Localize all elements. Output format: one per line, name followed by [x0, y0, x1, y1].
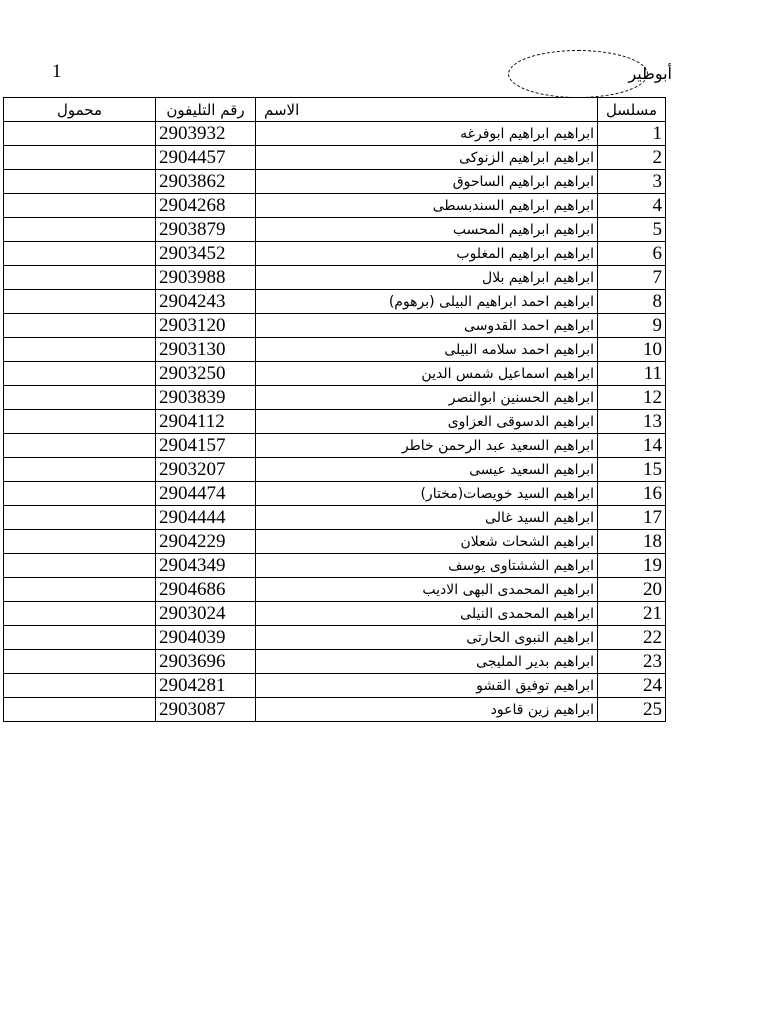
- cell-mobile: [4, 506, 156, 530]
- cell-phone: 2904281: [156, 674, 256, 698]
- cell-mobile: [4, 674, 156, 698]
- cell-mobile: [4, 122, 156, 146]
- cell-mobile: [4, 410, 156, 434]
- table-row: [4, 362, 666, 386]
- cell-phone: 2904349: [156, 554, 256, 578]
- cell-mobile: [4, 314, 156, 338]
- cell-phone: 2904457: [156, 146, 256, 170]
- table-row: [4, 578, 666, 602]
- cell-mobile: [4, 362, 156, 386]
- cell-phone: 2903862: [156, 170, 256, 194]
- cell-name: ابراهيم السيد غالى: [256, 506, 598, 530]
- cell-phone: 2904243: [156, 290, 256, 314]
- cell-serial: 3: [598, 170, 666, 194]
- cell-mobile: [4, 194, 156, 218]
- cell-name: ابراهيم المحمدى البهى الاديب: [256, 578, 598, 602]
- cell-mobile: [4, 578, 156, 602]
- cell-serial: 10: [598, 338, 666, 362]
- header-serial: مسلسل: [598, 98, 666, 122]
- cell-phone: 2904686: [156, 578, 256, 602]
- cell-serial: 20: [598, 578, 666, 602]
- cell-name: ابراهيم النبوى الحارتى: [256, 626, 598, 650]
- table-row: [4, 674, 666, 698]
- cell-mobile: [4, 290, 156, 314]
- table-row: [4, 458, 666, 482]
- table-row: [4, 482, 666, 506]
- table-row: [4, 626, 666, 650]
- cell-phone: 2904157: [156, 434, 256, 458]
- cell-serial: 18: [598, 530, 666, 554]
- cell-mobile: [4, 530, 156, 554]
- table-row: [4, 170, 666, 194]
- city-oval: [508, 50, 648, 98]
- table-row: [4, 122, 666, 146]
- header-phone: رقم التليفون: [156, 98, 256, 122]
- header-name: الاسم: [256, 98, 598, 122]
- cell-serial: 8: [598, 290, 666, 314]
- cell-name: ابراهيم ابراهيم ابوفرغه: [256, 122, 598, 146]
- cell-phone: 2903879: [156, 218, 256, 242]
- cell-mobile: [4, 338, 156, 362]
- cell-phone: 2904229: [156, 530, 256, 554]
- cell-mobile: [4, 146, 156, 170]
- cell-name: ابراهيم احمد القدوسى: [256, 314, 598, 338]
- cell-name: ابراهيم ابراهيم بلال: [256, 266, 598, 290]
- cell-phone: 2903207: [156, 458, 256, 482]
- cell-name: ابراهيم الحسنين ابوالنصر: [256, 386, 598, 410]
- header-mobile: محمول: [4, 98, 156, 122]
- cell-serial: 5: [598, 218, 666, 242]
- cell-serial: 1: [598, 122, 666, 146]
- cell-phone: 2903024: [156, 602, 256, 626]
- cell-serial: 24: [598, 674, 666, 698]
- cell-name: ابراهيم السعيد عيسى: [256, 458, 598, 482]
- cell-mobile: [4, 458, 156, 482]
- table-row: [4, 650, 666, 674]
- cell-mobile: [4, 554, 156, 578]
- cell-name: ابراهيم توفيق القشو: [256, 674, 598, 698]
- cell-phone: 2904444: [156, 506, 256, 530]
- cell-mobile: [4, 482, 156, 506]
- cell-name: ابراهيم الششتاوى يوسف: [256, 554, 598, 578]
- cell-mobile: [4, 626, 156, 650]
- table-row: [4, 386, 666, 410]
- cell-mobile: [4, 218, 156, 242]
- table-row: [4, 410, 666, 434]
- table-row: [4, 698, 666, 722]
- cell-serial: 2: [598, 146, 666, 170]
- cell-phone: 2903452: [156, 242, 256, 266]
- cell-name: ابراهيم المحمدى النيلى: [256, 602, 598, 626]
- table-row: [4, 506, 666, 530]
- table-row: [4, 218, 666, 242]
- cell-name: ابراهيم احمد ابراهيم البيلى (برهوم): [256, 290, 598, 314]
- cell-serial: 22: [598, 626, 666, 650]
- cell-serial: 16: [598, 482, 666, 506]
- cell-phone: 2903988: [156, 266, 256, 290]
- cell-name: ابراهيم ابراهيم المغلوب: [256, 242, 598, 266]
- cell-name: ابراهيم احمد سلامه البيلى: [256, 338, 598, 362]
- cell-phone: 2903130: [156, 338, 256, 362]
- cell-serial: 6: [598, 242, 666, 266]
- table-row: [4, 338, 666, 362]
- city-label: أبوطير: [628, 66, 672, 83]
- cell-mobile: [4, 266, 156, 290]
- cell-name: ابراهيم ابراهيم الساحوق: [256, 170, 598, 194]
- table-row: [4, 146, 666, 170]
- cell-mobile: [4, 386, 156, 410]
- cell-phone: 2904268: [156, 194, 256, 218]
- cell-name: ابراهيم السيد خويصات(مختار): [256, 482, 598, 506]
- cell-phone: 2903250: [156, 362, 256, 386]
- table-row: [4, 266, 666, 290]
- page-number: 1: [52, 61, 62, 82]
- table-body: [4, 122, 666, 722]
- cell-phone: 2903696: [156, 650, 256, 674]
- cell-mobile: [4, 170, 156, 194]
- cell-serial: 13: [598, 410, 666, 434]
- table-row: [4, 530, 666, 554]
- cell-serial: 12: [598, 386, 666, 410]
- table-header-row: [4, 98, 666, 122]
- cell-serial: 21: [598, 602, 666, 626]
- contacts-table: [3, 97, 666, 722]
- cell-phone: 2903839: [156, 386, 256, 410]
- cell-name: ابراهيم السعيد عبد الرحمن خاطر: [256, 434, 598, 458]
- cell-phone: 2904112: [156, 410, 256, 434]
- cell-mobile: [4, 602, 156, 626]
- cell-name: ابراهيم زين قاعود: [256, 698, 598, 722]
- cell-name: ابراهيم الشحات شعلان: [256, 530, 598, 554]
- table-row: [4, 314, 666, 338]
- cell-name: ابراهيم اسماعيل شمس الدين: [256, 362, 598, 386]
- cell-serial: 7: [598, 266, 666, 290]
- cell-serial: 19: [598, 554, 666, 578]
- table-row: [4, 554, 666, 578]
- table-row: [4, 434, 666, 458]
- cell-name: ابراهيم ابراهيم المحسب: [256, 218, 598, 242]
- cell-serial: 9: [598, 314, 666, 338]
- cell-phone: 2904039: [156, 626, 256, 650]
- cell-serial: 23: [598, 650, 666, 674]
- cell-name: ابراهيم بدير المليجى: [256, 650, 598, 674]
- cell-serial: 15: [598, 458, 666, 482]
- cell-name: ابراهيم ابراهيم الزنوكى: [256, 146, 598, 170]
- cell-name: ابراهيم الدسوقى العزاوى: [256, 410, 598, 434]
- table-row: [4, 194, 666, 218]
- table-row: [4, 242, 666, 266]
- cell-mobile: [4, 434, 156, 458]
- cell-phone: 2904474: [156, 482, 256, 506]
- cell-mobile: [4, 698, 156, 722]
- cell-serial: 4: [598, 194, 666, 218]
- cell-serial: 14: [598, 434, 666, 458]
- cell-name: ابراهيم ابراهيم السندبسطى: [256, 194, 598, 218]
- cell-phone: 2903087: [156, 698, 256, 722]
- table-row: [4, 290, 666, 314]
- table-row: [4, 602, 666, 626]
- cell-phone: 2903932: [156, 122, 256, 146]
- cell-phone: 2903120: [156, 314, 256, 338]
- cell-serial: 11: [598, 362, 666, 386]
- cell-serial: 25: [598, 698, 666, 722]
- cell-mobile: [4, 650, 156, 674]
- cell-mobile: [4, 242, 156, 266]
- cell-serial: 17: [598, 506, 666, 530]
